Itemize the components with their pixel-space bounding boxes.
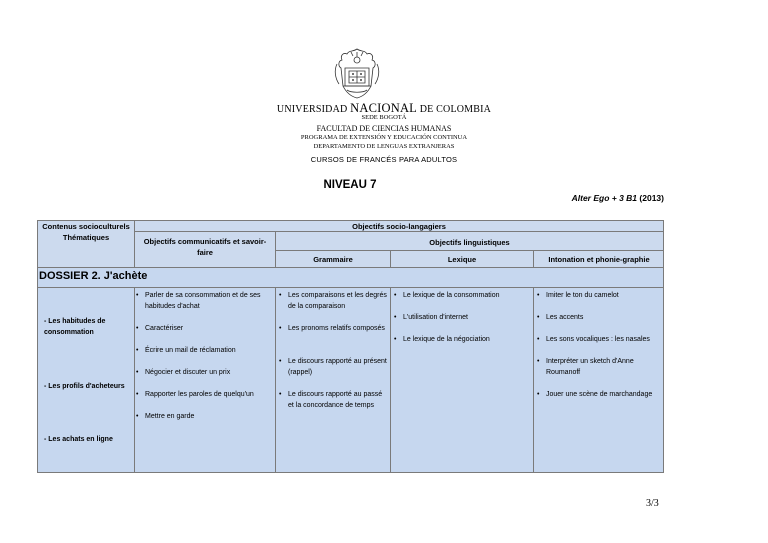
list-item: • Le lexique de la consommation — [394, 292, 500, 299]
col-header-communicatifs: Objectifs communicatifs et savoir-faire — [143, 237, 267, 257]
department-label: DEPARTAMENTO DE LENGUAS EXTRANJERAS — [313, 143, 455, 150]
page-title: NIVEAU 7 — [323, 179, 377, 191]
university-seal-logo — [331, 46, 383, 100]
university-name-main: NACIONAL — [350, 101, 418, 115]
list-item: • Jouer une scène de marchandage — [537, 391, 653, 398]
list-item: • Imiter le ton du camelot — [537, 292, 619, 299]
col-header-contenus: Contenus socioculturels Thématiques — [42, 222, 130, 242]
curriculum-table — [37, 220, 664, 473]
dossier-title: DOSSIER 2. J'achète — [39, 270, 148, 282]
col-header-intonation: Intonation et phonie-graphie — [548, 255, 650, 264]
list-item: • Rapporter les paroles de quelqu'un — [136, 391, 254, 398]
col-header-grammaire: Grammaire — [313, 255, 353, 264]
page-number: 3/3 — [646, 498, 659, 509]
col-header-objectifs-socio: Objectifs socio-langagiers — [352, 222, 446, 231]
university-name: UNIVERSIDAD NACIONAL DE COLOMBIA — [276, 101, 492, 115]
list-item: • Les accents — [537, 314, 584, 321]
list-item: • Les sons vocaliques : les nasales — [537, 336, 650, 343]
book-title: Alter Ego + 3 B1 — [571, 193, 638, 203]
theme-item: - Les achats en ligne — [44, 436, 113, 443]
list-item: • Interpréter un sketch d'Anne Roumanoff — [537, 358, 634, 376]
col-header-lexique: Lexique — [447, 255, 477, 264]
sede-label: SEDE BOGOTÁ — [361, 114, 407, 121]
list-item: • Négocier et discuter un prix — [136, 369, 231, 376]
list-item: • Le discours rapporté au passé et la concordance de temps — [279, 391, 383, 409]
list-item: • Parler de sa consommation et de ses habitudes d'achat — [136, 292, 261, 310]
list-item: • Le lexique de la négociation — [394, 336, 490, 343]
list-item: • Les comparaisons et les degrés de la comparaison — [279, 292, 387, 310]
theme-item: - Les habitudes de consommation — [44, 318, 106, 336]
book-year: (2013) — [639, 193, 664, 203]
theme-item: - Les profils d'acheteurs — [44, 383, 125, 390]
list-item: • Le discours rapporté au présent (rappel) — [279, 358, 387, 376]
list-item: • Mettre en garde — [136, 413, 195, 420]
faculty-label: FACULTAD DE CIENCIAS HUMANAS — [316, 124, 452, 133]
courses-label: CURSOS DE FRANCÉS PARA ADULTOS — [310, 155, 458, 164]
list-item: • Caractériser — [136, 325, 184, 332]
program-label: PROGRAMA DE EXTENSIÓN Y EDUCACIÓN CONTINUA — [300, 134, 468, 141]
list-item: • L'utilisation d'internet — [394, 314, 468, 321]
col-header-linguistiques: Objectifs linguistiques — [429, 238, 510, 247]
book-reference — [572, 193, 664, 203]
list-item: • Les pronoms relatifs composés — [279, 325, 385, 332]
list-item: • Écrire un mail de réclamation — [136, 347, 236, 354]
